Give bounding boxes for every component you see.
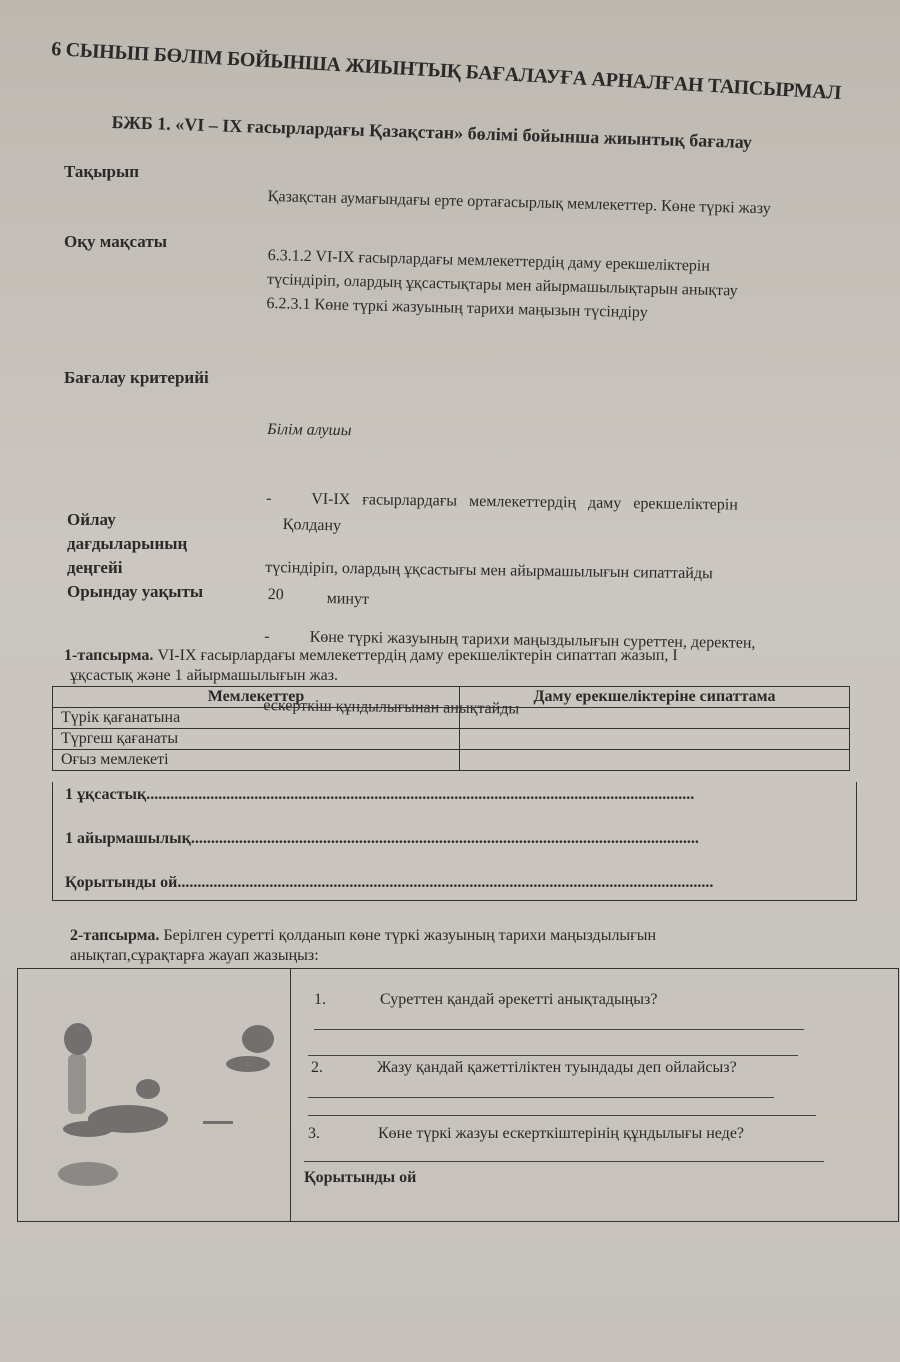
task2-table xyxy=(17,968,899,1222)
task1-title xyxy=(64,646,678,686)
question-number: 3. xyxy=(308,1125,320,1142)
answer-line[interactable] xyxy=(308,1055,798,1056)
criteria-line: ескерткіш құндылығынан анықтайды xyxy=(263,696,520,718)
level-label xyxy=(67,508,187,580)
topic-label: Тақырып xyxy=(64,162,140,181)
answer-cell[interactable] xyxy=(460,729,850,750)
task2-number: 2-тапсырма. xyxy=(70,927,160,944)
task2-conclusion[interactable]: Қорытынды ой xyxy=(304,1169,417,1186)
illustration-image xyxy=(18,969,291,1221)
state-name: Түргеш қағанаты xyxy=(53,729,460,750)
question-text: Суреттен қандай әрекетті анықтадыңыз? xyxy=(380,991,658,1008)
answer-line[interactable] xyxy=(304,1161,824,1162)
task1-text-line2: ұқсастық және 1 айырмашылығын жаз. xyxy=(70,667,339,684)
time-label: Орындау уақыты xyxy=(67,582,204,601)
goal-values xyxy=(266,244,738,327)
task2-text-line2: анықтап,сұрақтарға жауап жазыңыз: xyxy=(70,947,319,964)
task2-title xyxy=(70,926,656,966)
answer-cell[interactable] xyxy=(460,750,850,771)
task2-text: Берілген суретті қолданып көне түркі жазуының тарихи маңыздылығын xyxy=(159,927,657,944)
column-header: Даму ерекшеліктеріне сипаттама xyxy=(460,687,850,708)
task1-number: 1-тапсырма. xyxy=(64,647,154,664)
sketch-illustration xyxy=(18,969,290,1221)
question-text: Көне түркі жазуы ескерткіштерінің құндылығы неде? xyxy=(378,1125,745,1142)
table-row xyxy=(53,750,850,771)
conclusion-field[interactable]: Қорытынды ой...................................................................................................................................... xyxy=(65,874,714,891)
criteria-intro: Білім алушы xyxy=(267,420,352,440)
column-header: Мемлекеттер xyxy=(53,687,460,708)
topic-value: Қазақстан аумағындағы ерте ортағасырлық мемлекеттер. Көне түркі жазу xyxy=(267,188,771,218)
goal-line: 6.3.1.2 VI-IX ғасырлардағы мемлекеттердің даму ерекшеліктерін xyxy=(267,246,711,275)
states-table xyxy=(52,686,850,771)
goal-line: түсіндіріп, олардың ұқсастықтары мен айырмашылықтарын анықтау xyxy=(266,270,738,300)
question-number: 1. xyxy=(314,991,326,1008)
question-2 xyxy=(311,1059,737,1077)
level-value: Қолдану xyxy=(282,516,342,535)
criteria-line: түсіндіріп, олардың ұқсастығы мен айырмашылығын сипаттайды xyxy=(265,558,713,583)
level-label-line: Ойлау xyxy=(67,510,116,529)
criteria-label: Бағалау критерийі xyxy=(64,368,209,387)
answer-line[interactable] xyxy=(308,1115,816,1116)
task1-text: VI-IX ғасырлардағы мемлекеттердің даму ерекшеліктерін сипаттап жазып, I xyxy=(153,647,678,664)
criteria-line: - VI-IX ғасырлардағы мемлекеттердің даму ерекшеліктерін xyxy=(266,489,738,514)
page-title: 6 СЫНЫП БӨЛІМ БОЙЫНША ЖИЫНТЫҚ БАҒАЛАУҒА АРНАЛҒАН ТАПСЫРМАЛ xyxy=(50,38,842,105)
similarity-field[interactable]: 1 ұқсастық......................................................................................................................................... xyxy=(65,786,695,803)
table-row xyxy=(53,708,850,729)
criteria-line: - Көне түркі жазуының тарихи маңыздылығын суреттен, деректен, xyxy=(264,627,756,652)
question-text: Жазу қандай қажеттіліктен туындады деп ойлайсыз? xyxy=(377,1059,737,1076)
goal-label: Оқу мақсаты xyxy=(64,232,167,251)
question-1 xyxy=(314,991,657,1009)
answer-line[interactable] xyxy=(314,1029,804,1030)
answer-cell[interactable] xyxy=(460,708,850,729)
task1-summary xyxy=(52,782,857,901)
difference-field[interactable]: 1 айырмашылық............................................................................................................................... xyxy=(65,830,699,847)
table-row xyxy=(53,729,850,750)
question-number: 2. xyxy=(311,1059,323,1076)
goal-line: 6.2.3.1 Көне түркі жазуының тарихи маңызын түсіндіру xyxy=(266,294,648,322)
page-subtitle: БЖБ 1. «VI – IX ғасырлардағы Қазақстан» бөлімі бойынша жиынтық бағалау xyxy=(111,112,753,153)
time-value: 20 xyxy=(267,586,284,604)
question-3 xyxy=(308,1125,744,1143)
state-name: Оғыз мемлекеті xyxy=(53,750,460,771)
level-label-line: деңгейі xyxy=(67,558,123,577)
time-unit: минут xyxy=(326,590,370,609)
level-label-line: дағдыларының xyxy=(67,534,188,553)
answer-line[interactable] xyxy=(308,1097,774,1098)
state-name: Түрік қағанатына xyxy=(53,708,460,729)
